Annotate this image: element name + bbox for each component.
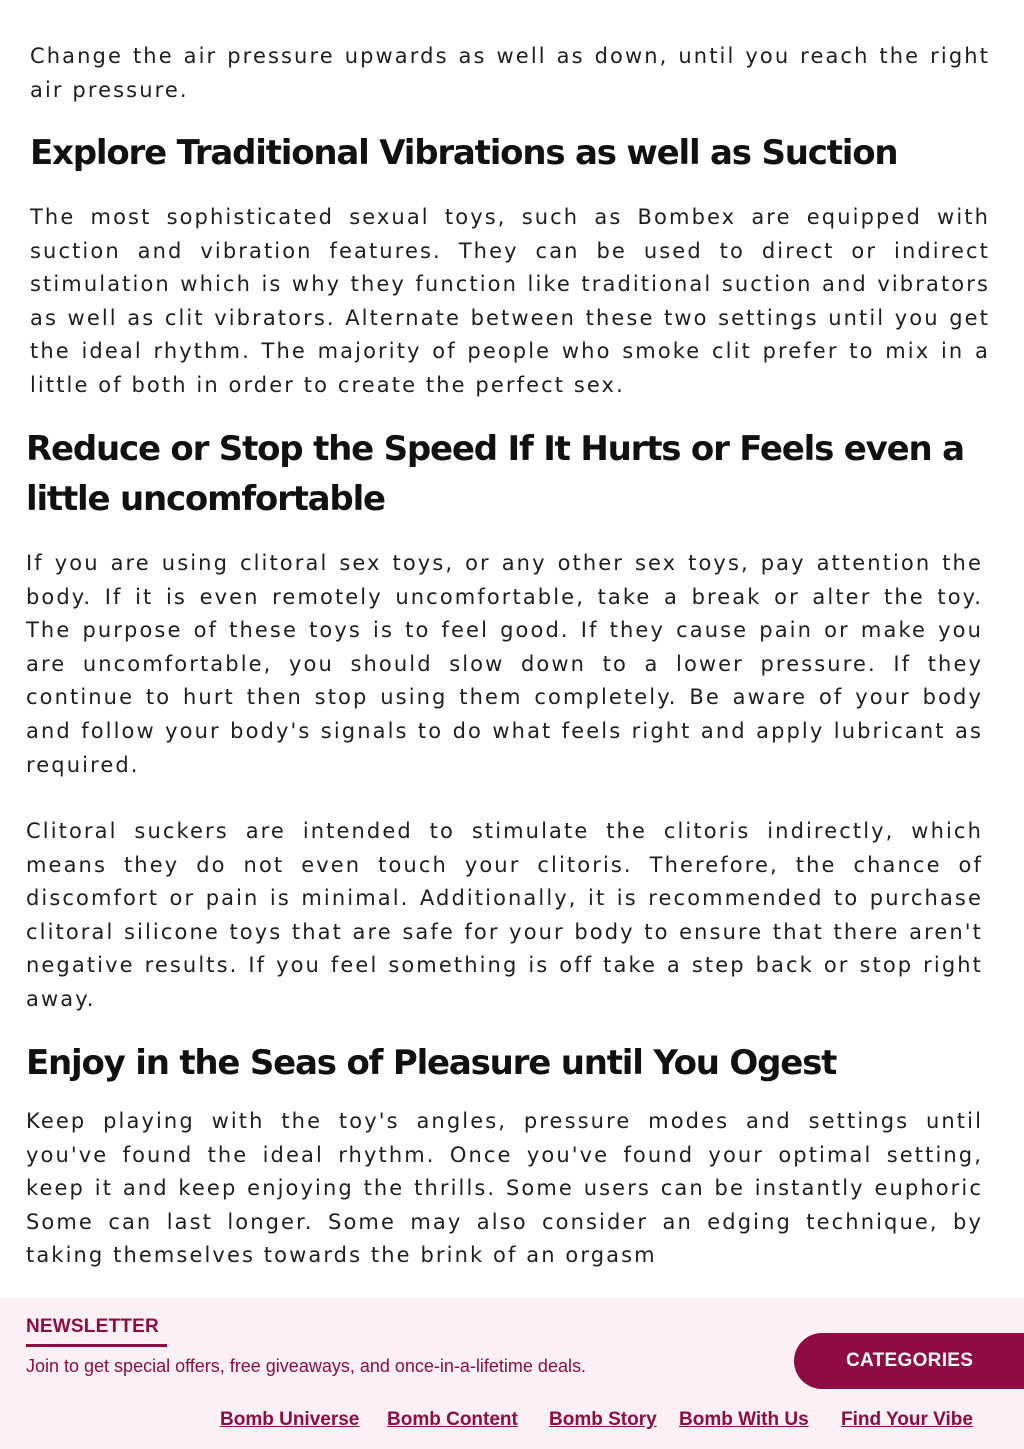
section-heading-reduce-speed: Reduce or Stop the Speed If It Hurts or Feels even a little uncomfortable — [26, 429, 964, 519]
link-bomb-story[interactable]: Bomb Story — [549, 1409, 657, 1430]
section-paragraph: The most sophisticated sexual toys, such as Bombex are equipped with suction and vibration features. They can be used to direct or indirect stimulation which is why they function like traditional suction and vibrators as well as clit vibrators. Alternate between these two settings until you get the ideal rhythm. The majority of people who smoke clit prefer to mix in a little of both in order to create the perfect sex. — [30, 205, 990, 397]
section-heading-enjoy: Enjoy in the Seas of Pleasure until You Ogest — [26, 1043, 837, 1083]
link-bomb-with-us[interactable]: Bomb With Us — [679, 1409, 809, 1430]
footer-links — [0, 1409, 1024, 1439]
section-paragraph: Clitoral suckers are intended to stimulate the clitoris indirectly, which means they do not even touch your clitoris. Therefore, the chance of discomfort or pain is minimal. Additionally, it is recommended to purchase clitoral silicone toys that are safe for your body to ensure that there aren't negative results. If you feel something is off take a step back or stop right away. — [26, 819, 983, 1011]
newsletter-text: Join to get special offers, free giveaways, and once-in-a-lifetime deals. — [26, 1356, 586, 1376]
link-bomb-content[interactable]: Bomb Content — [387, 1409, 518, 1430]
link-bomb-universe[interactable]: Bomb Universe — [220, 1409, 360, 1430]
newsletter-footer — [0, 1298, 1024, 1449]
newsletter-title: NEWSLETTER — [26, 1316, 159, 1337]
link-find-your-vibe[interactable]: Find Your Vibe — [841, 1409, 973, 1430]
categories-button[interactable]: CATEGORIES — [794, 1333, 1024, 1389]
section-paragraph: If you are using clitoral sex toys, or any other sex toys, pay attention the body. If it is even remotely uncomfortable, take a break or alter the toy. The purpose of these toys is to feel good. If they cause pain or make you are uncomfortable, you should slow down to a lower pressure. If they continue to hurt then stop using them completely. Be aware of your body and follow your body's signals to do what feels right and apply lubricant as required. — [26, 551, 983, 777]
section-paragraph: Keep playing with the toy's angles, pressure modes and settings until you've found the ideal rhythm. Once you've found your optimal setting, keep it and keep enjoying the thrills. Some users can be instantly euphoric Some can last longer. Some may also consider an edging technique, by taking themselves towards the brink of an orgasm — [26, 1109, 983, 1268]
newsletter-underline — [26, 1344, 167, 1347]
intro-paragraph: Change the air pressure upwards as well as down, until you reach the right air pressure. — [30, 44, 990, 102]
section-heading-vibrations: Explore Traditional Vibrations as well as Suction — [30, 133, 898, 173]
